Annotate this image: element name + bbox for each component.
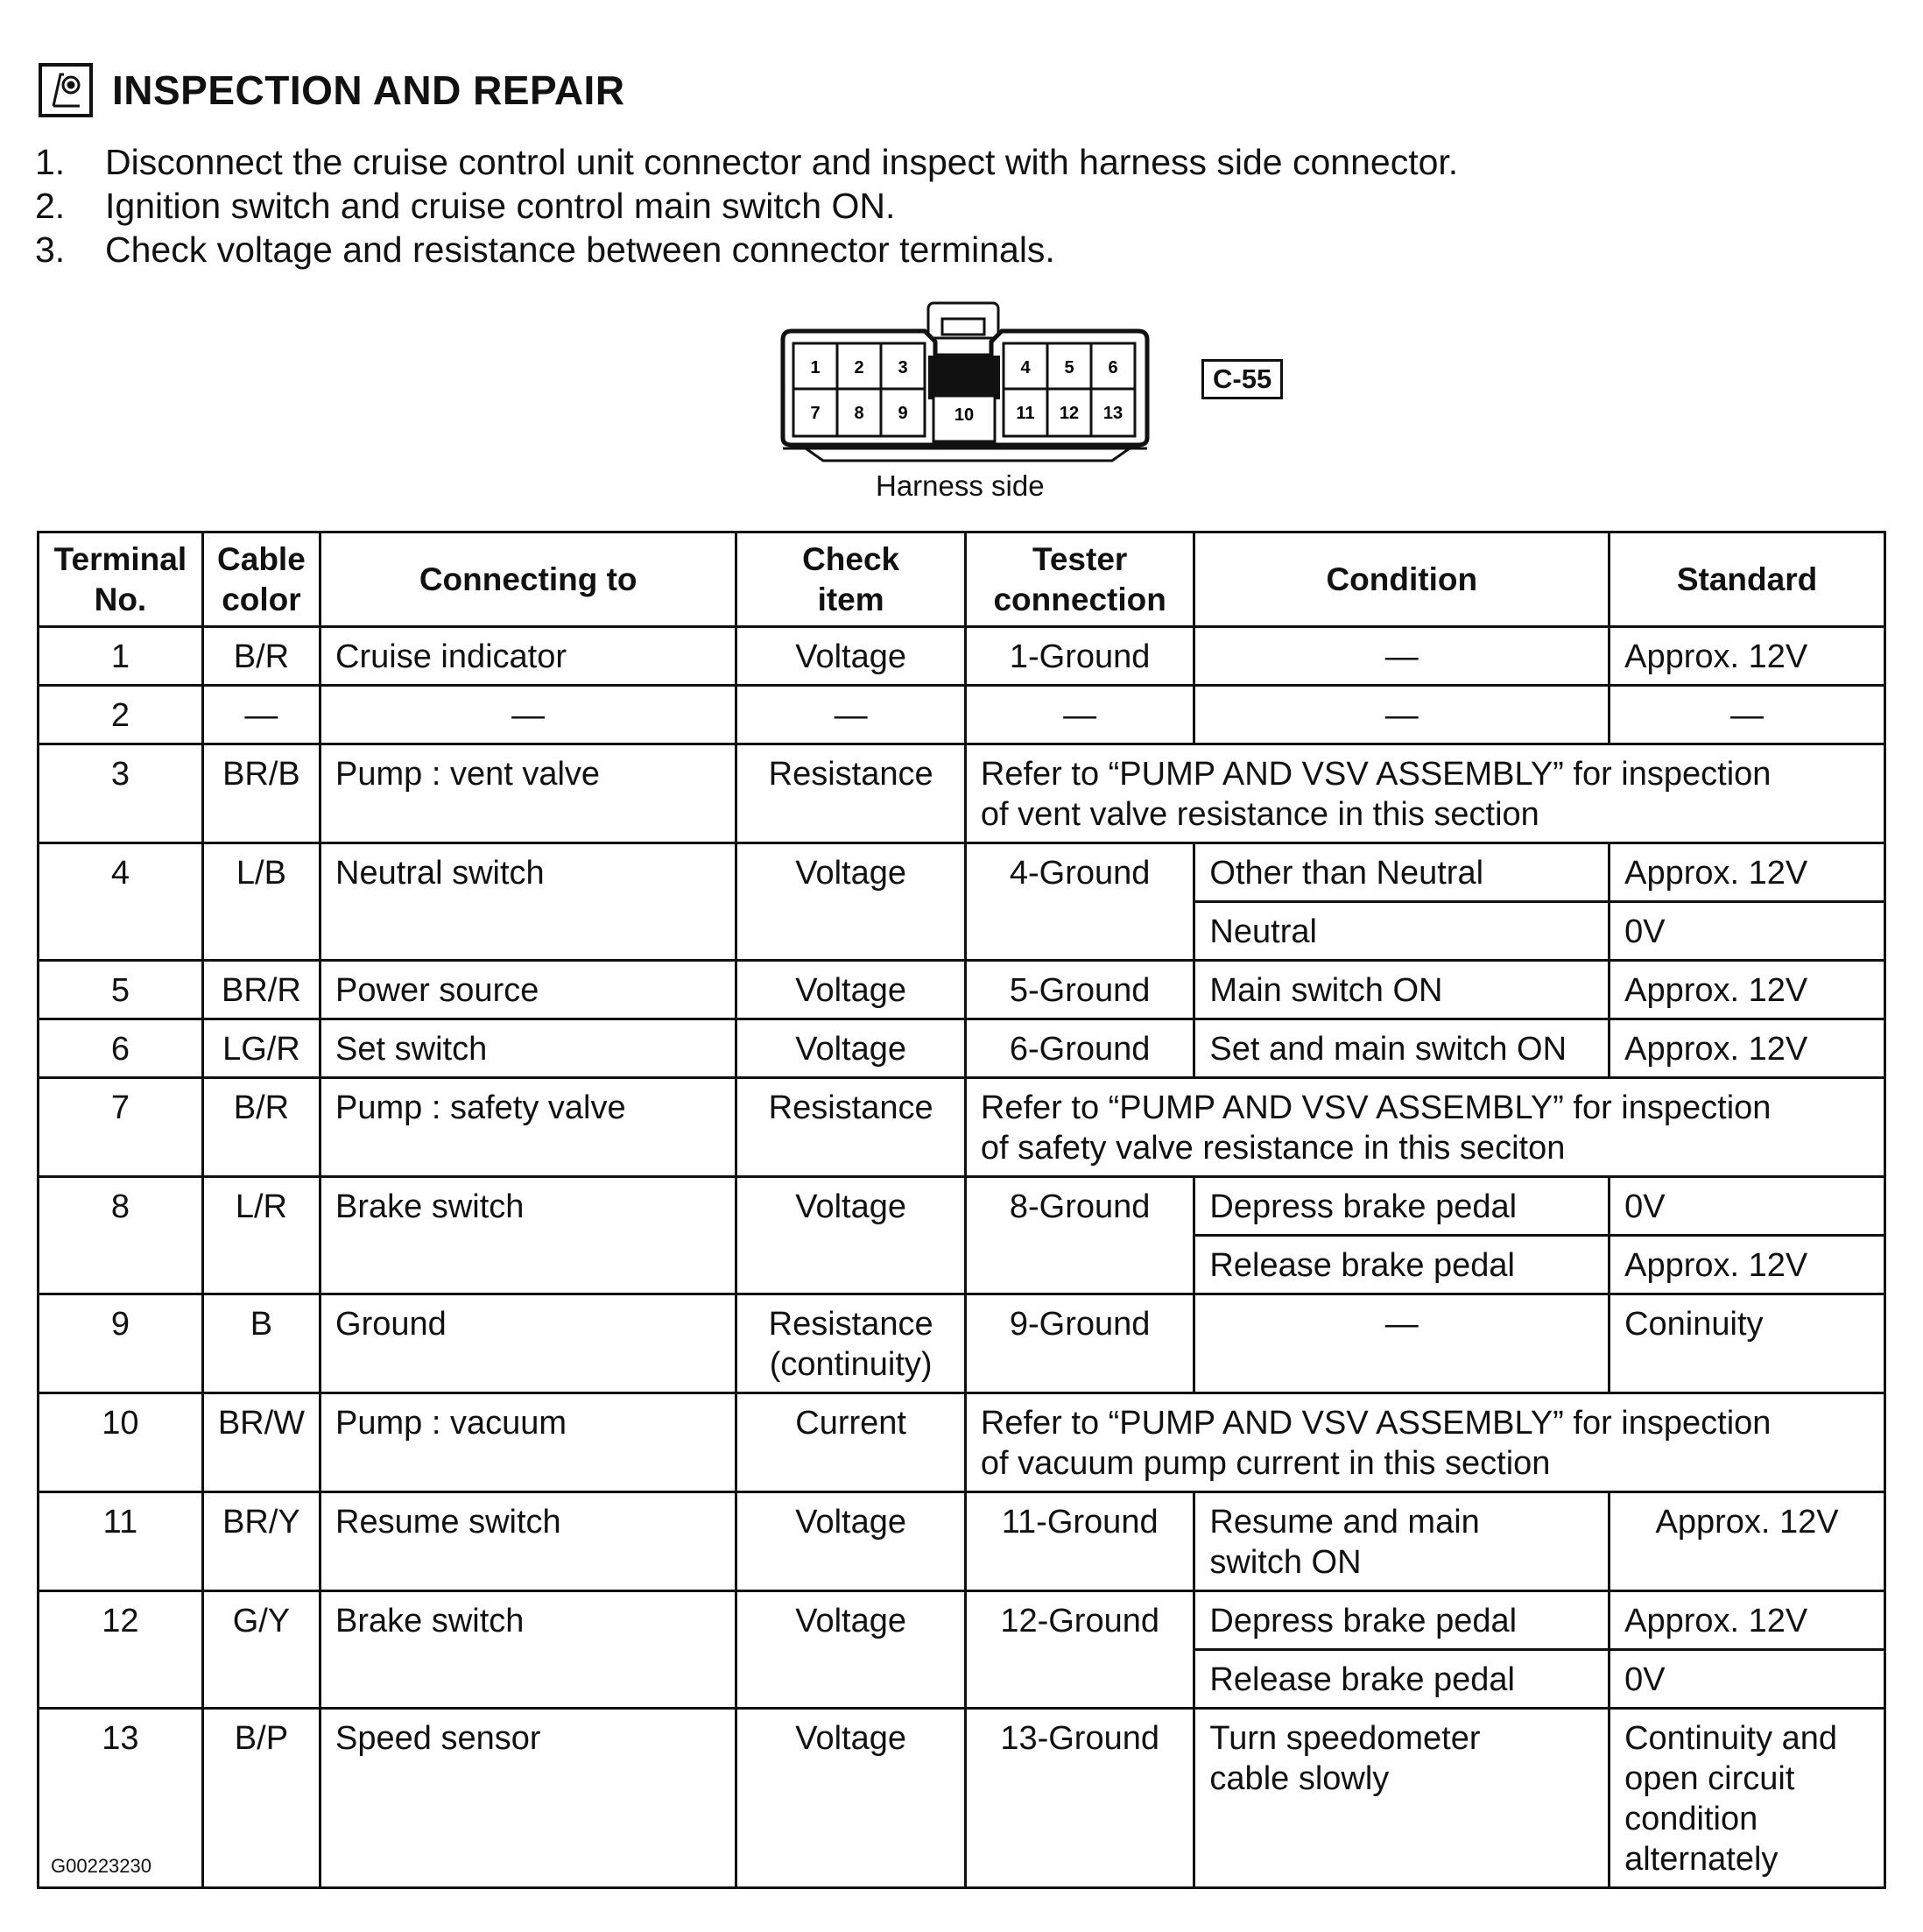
step-number: 3. [35,229,66,270]
check-item-cell: Voltage [736,1709,966,1888]
terminal-label: 6 [1108,358,1118,377]
tester-cell: 12-Ground [965,1591,1194,1709]
header-standard: Standard [1610,532,1885,627]
connector-id-badge: C-55 [1201,359,1283,399]
cable-color-cell: BR/B [202,744,320,843]
header-check-item: Check item [736,532,966,627]
terminal-label: 3 [898,358,908,377]
reference-note-cell: Refer to “PUMP AND VSV ASSEMBLY” for inspection of vent valve resistance in this section [965,744,1884,843]
check-item-cell: Voltage [736,1591,966,1709]
check-item-cell: Resistance (continuity) [736,1294,966,1393]
standard-cell: 0V [1610,1177,1885,1236]
table-row [39,686,1885,744]
standard-cell: — [1610,686,1885,744]
reference-note-cell: Refer to “PUMP AND VSV ASSEMBLY” for inspection of vacuum pump current in this section [965,1393,1884,1492]
terminal-cell: 7 [39,1078,203,1177]
terminal-cell: 2 [39,686,203,744]
terminal-cell: 11 [39,1492,203,1591]
standard-cell: Approx. 12V [1610,1019,1885,1078]
standard-cell: Approx. 12V [1610,843,1885,902]
step-text: Ignition switch and cruise control main switch ON. [105,186,896,226]
terminal-cell: 6 [39,1019,203,1078]
standard-cell: Approx. 12V [1610,1591,1885,1650]
table-row [39,843,1885,902]
tester-cell: 9-Ground [965,1294,1194,1393]
terminal-cell: 9 [39,1294,203,1393]
check-item-cell: Voltage [736,627,966,686]
terminal-label: 8 [854,404,864,423]
connecting-cell: Cruise indicator [320,627,736,686]
standard-cell: Coninuity [1610,1294,1885,1393]
table-row [39,1019,1885,1078]
page-title: INSPECTION AND REPAIR [112,67,625,113]
cable-color-cell: B/R [202,627,320,686]
check-item-cell: Voltage [736,961,966,1019]
terminal-label: 11 [1016,404,1035,423]
cable-color-cell: B [202,1294,320,1393]
terminal-cell: 4 [39,843,203,961]
table-row [39,1294,1885,1393]
connecting-cell: Pump : vent valve [320,744,736,843]
step-item [35,228,1458,271]
condition-cell: Turn speedometer cable slowly [1194,1709,1610,1888]
check-item-cell: Voltage [736,1177,966,1294]
check-item-cell: Voltage [736,1019,966,1078]
condition-cell: Release brake pedal [1194,1236,1610,1294]
tester-cell: 8-Ground [965,1177,1194,1294]
table-row [39,1177,1885,1236]
standard-cell: 0V [1610,902,1885,961]
cable-color-cell: L/B [202,843,320,961]
connecting-cell: Pump : safety valve [320,1078,736,1177]
cable-color-cell: B/P [202,1709,320,1888]
condition-cell: Other than Neutral [1194,843,1610,902]
connecting-cell: Brake switch [320,1177,736,1294]
table-row [39,961,1885,1019]
cable-color-cell: BR/R [202,961,320,1019]
table-row [39,744,1885,843]
terminal-cell: 1 [39,627,203,686]
cable-color-cell: BR/W [202,1393,320,1492]
connecting-cell: Set switch [320,1019,736,1078]
connecting-cell: Pump : vacuum [320,1393,736,1492]
condition-cell: — [1194,627,1610,686]
terminal-cell: 5 [39,961,203,1019]
connecting-cell: Ground [320,1294,736,1393]
terminal-label: 13 [1102,404,1124,423]
standard-cell: Approx. 12V [1610,1236,1885,1294]
table-row [39,1078,1885,1177]
terminal-label: 5 [1064,358,1074,377]
check-item-cell: Voltage [736,1492,966,1591]
condition-cell: Main switch ON [1194,961,1610,1019]
header-terminal: Terminal No. [39,532,203,627]
step-item [35,184,1458,228]
terminal-cell: 3 [39,744,203,843]
header-connecting-to: Connecting to [320,532,736,627]
condition-cell: Depress brake pedal [1194,1177,1610,1236]
connecting-cell: Speed sensor [320,1709,736,1888]
step-item [35,140,1458,184]
cable-color-cell: B/R [202,1078,320,1177]
connecting-cell: Resume switch [320,1492,736,1591]
cable-color-cell: — [202,686,320,744]
standard-cell: Approx. 12V [1610,627,1885,686]
connecting-cell: Power source [320,961,736,1019]
terminal-label: 10 [954,405,975,425]
procedure-steps [35,140,1458,271]
section-heading [39,63,625,117]
terminal-label: 1 [810,358,821,377]
terminal-label: 12 [1059,404,1080,423]
table-row [39,1393,1885,1492]
cable-color-cell: LG/R [202,1019,320,1078]
condition-cell: — [1194,686,1610,744]
condition-cell: Set and main switch ON [1194,1019,1610,1078]
terminal-cell: 13 [39,1709,203,1888]
table-row [39,1591,1885,1650]
tester-cell: 6-Ground [965,1019,1194,1078]
table-row [39,1492,1885,1591]
tester-cell: 5-Ground [965,961,1194,1019]
inspection-icon [39,63,93,117]
standard-cell: Continuity and open circuit condition alternately [1610,1709,1885,1888]
check-item-cell: Resistance [736,1078,966,1177]
terminal-label: 2 [854,358,864,377]
reference-note-cell: Refer to “PUMP AND VSV ASSEMBLY” for inspection of safety valve resistance in this seciton [965,1078,1884,1177]
cable-color-cell: L/R [202,1177,320,1294]
table-row [39,627,1885,686]
tester-cell: 4-Ground [965,843,1194,961]
table-row [39,1709,1885,1888]
step-text: Check voltage and resistance between connector terminals. [105,229,1055,270]
connector-lock-tab [928,303,998,338]
condition-cell: — [1194,1294,1610,1393]
terminal-spec-table [37,531,1886,1889]
header-tester-connection: Tester connection [965,532,1194,627]
terminal-label: 4 [1020,358,1031,377]
tester-cell: 13-Ground [965,1709,1194,1888]
header-cable-color: Cable color [202,532,320,627]
standard-cell: Approx. 12V [1610,961,1885,1019]
condition-cell: Depress brake pedal [1194,1591,1610,1650]
connecting-cell: — [320,686,736,744]
connecting-cell: Brake switch [320,1591,736,1709]
check-item-cell: Current [736,1393,966,1492]
tester-cell: — [965,686,1194,744]
terminal-label: 9 [898,404,908,423]
step-text: Disconnect the cruise control unit connector and inspect with harness side connector. [105,142,1459,182]
step-number: 1. [35,142,66,182]
tester-cell: 1-Ground [965,627,1194,686]
terminal-label: 7 [810,404,821,423]
condition-cell: Neutral [1194,902,1610,961]
header-condition: Condition [1194,532,1610,627]
check-item-cell: Voltage [736,843,966,961]
standard-cell: 0V [1610,1650,1885,1709]
terminal-cell: 8 [39,1177,203,1294]
cable-color-cell: BR/Y [202,1492,320,1591]
tester-cell: 11-Ground [965,1492,1194,1591]
check-item-cell: — [736,686,966,744]
figure-code: G00223230 [51,1855,151,1877]
connector-caption: Harness side [876,469,1045,502]
standard-cell: Approx. 12V [1610,1492,1885,1591]
terminal-cell: 12 [39,1591,203,1709]
step-number: 2. [35,186,66,226]
condition-cell: Release brake pedal [1194,1650,1610,1709]
connecting-cell: Neutral switch [320,843,736,961]
check-item-cell: Resistance [736,744,966,843]
condition-cell: Resume and main switch ON [1194,1492,1610,1591]
terminal-cell: 10 [39,1393,203,1492]
table-header-row [39,532,1885,627]
cable-color-cell: G/Y [202,1591,320,1709]
